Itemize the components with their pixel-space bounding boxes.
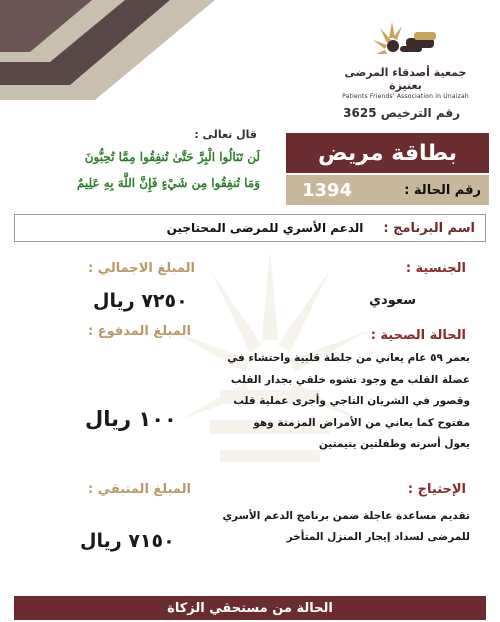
zakat-eligibility-banner xyxy=(14,596,486,620)
card-title-text: بطاقة مريض xyxy=(318,140,457,166)
total-amount-label: المبلغ الاجمالي : xyxy=(88,261,195,276)
case-number-label: رقم الحالة : xyxy=(404,182,481,198)
remaining-amount-label: المبلغ المتبقي : xyxy=(88,482,191,497)
case-number-box xyxy=(286,175,489,205)
nationality-value: سعودي xyxy=(369,293,416,308)
verse-line-1: لَن تَنَالُوا الْبِرَّ حَتَّىٰ تُنفِقُوا مِمَّا تُحِبُّونَ xyxy=(84,150,260,164)
program-value: الدعم الأسري للمرضى المحتاجين xyxy=(166,221,364,235)
program-row xyxy=(14,214,486,242)
org-logo xyxy=(333,16,478,100)
program-label: اسم البرنامج : xyxy=(383,220,475,236)
org-name-english: Patients Friends' Association in Unaizah xyxy=(342,93,469,100)
case-number-value: 1394 xyxy=(302,179,353,201)
need-text: تقديم مساعدة عاجلة ضمن برنامج الدعم الأسري للمرضى لسداد إيجار المنزل المتأخر xyxy=(222,510,470,543)
paid-amount-value: ١٠٠ ريال xyxy=(85,407,177,431)
health-status-text: بعمر ٥٩ عام يعاني من جلطة قلبية واحتشاء في عضلة القلب مع وجود تشوه خلقي بجدار القلب وقصور في الشريان التاجي وأجرى عملية قلب مفتوح كما يعاني من الأمراض المزمنة وهو يعول أسرته وطفلتين يتيمتين xyxy=(227,352,470,450)
verse-intro: قال تعالى : xyxy=(194,128,257,141)
card-title xyxy=(286,133,489,173)
paid-amount-label: المبلغ المدفوع : xyxy=(88,324,191,339)
license-number: رقم الترخيص 3625 xyxy=(343,106,460,120)
corner-decoration xyxy=(0,0,215,100)
handshake-sun-logo-icon xyxy=(366,16,446,64)
health-status-label: الحالة الصحية : xyxy=(370,328,466,343)
verse-line-2: وَمَا تُنفِقُوا مِن شَيْءٍ فَإِنَّ اللَّهَ بِهِ عَلِيمٌ xyxy=(76,176,260,190)
zakat-eligibility-text: الحالة من مستحقي الزكاة xyxy=(167,600,333,616)
nationality-label: الجنسية : xyxy=(405,261,466,276)
total-amount-value: ٧٢٥٠ ريال xyxy=(93,290,188,312)
org-name-arabic: جمعية أصدقاء المرضى بعنيزة xyxy=(344,66,467,92)
need-label: الإحتياج : xyxy=(407,482,466,497)
remaining-amount-value: ٧١٥٠ ريال xyxy=(80,530,175,552)
